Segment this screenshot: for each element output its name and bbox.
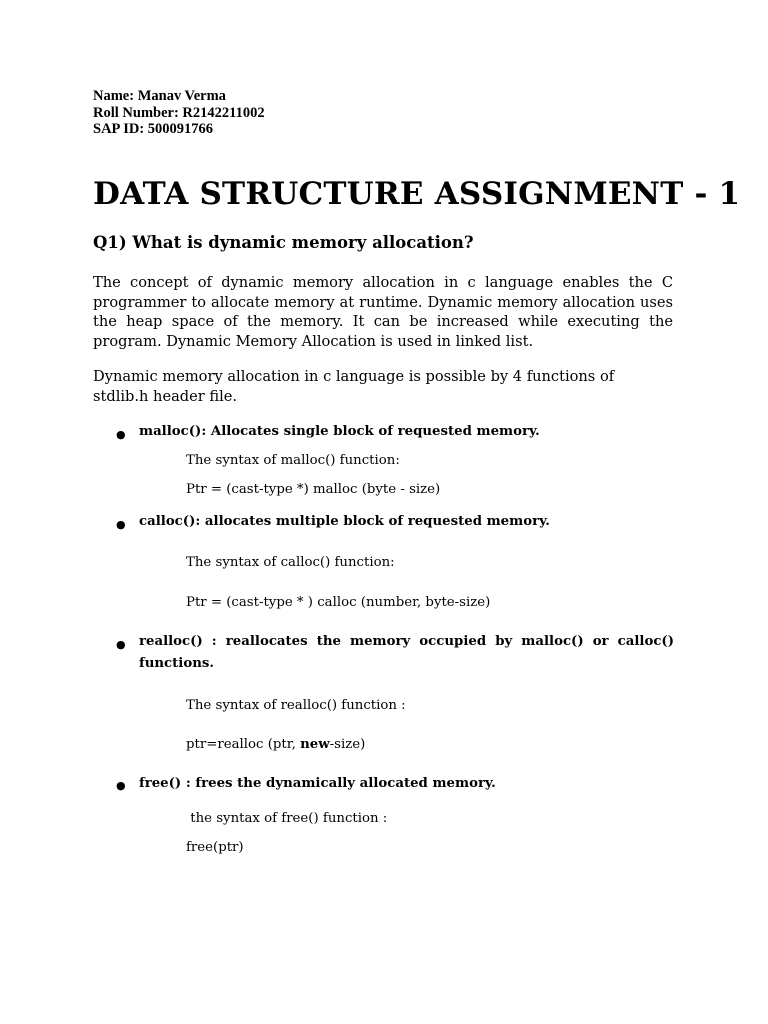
realloc-syntax-label: The syntax of realloc() function : bbox=[186, 698, 406, 713]
roll-number: Roll Number: R2142211002 bbox=[93, 104, 265, 121]
realloc-syntax-part: ptr=realloc (ptr, bbox=[186, 737, 301, 752]
bullet-icon: ● bbox=[116, 638, 126, 651]
realloc-syntax bbox=[186, 737, 365, 753]
realloc-syntax-new: new bbox=[300, 737, 330, 752]
calloc-syntax: Ptr = (cast-type * ) calloc (number, byte-size) bbox=[186, 595, 491, 610]
intro-paragraph: The concept of dynamic memory allocation in c language enables the C programmer to allocate memory at runtime. Dynamic memory allocation uses the heap space of the memory. It can be increased while executing the program. Dynamic Memory Allocation is used in linked list. bbox=[93, 274, 673, 350]
question-heading: Q1) What is dynamic memory allocation? bbox=[93, 233, 474, 252]
free-syntax: free(ptr) bbox=[186, 840, 244, 855]
free-heading: free() : frees the dynamically allocated memory. bbox=[139, 776, 496, 791]
student-info bbox=[93, 88, 265, 138]
free-syntax-label: the syntax of free() function : bbox=[186, 811, 388, 826]
bullet-icon: ● bbox=[116, 428, 126, 441]
functions-paragraph: Dynamic memory allocation in c language is possible by 4 functions of stdlib.h header file. bbox=[93, 368, 615, 405]
bullet-icon: ● bbox=[116, 518, 126, 531]
realloc-syntax-part: -size) bbox=[329, 737, 366, 752]
assignment-title: DATA STRUCTURE ASSIGNMENT - 1 bbox=[93, 176, 741, 212]
calloc-syntax-label: The syntax of calloc() function: bbox=[186, 555, 395, 570]
malloc-syntax: Ptr = (cast-type *) malloc (byte - size) bbox=[186, 482, 441, 497]
sap-id: SAP ID: 500091766 bbox=[93, 121, 214, 137]
calloc-heading: calloc(): allocates multiple block of requested memory. bbox=[139, 514, 550, 529]
realloc-heading: realloc() : reallocates the memory occupied by malloc() or calloc() functions. bbox=[139, 634, 674, 671]
malloc-syntax-label: The syntax of malloc() function: bbox=[186, 453, 400, 468]
malloc-heading: malloc(): Allocates single block of requested memory. bbox=[139, 424, 540, 439]
bullet-icon: ● bbox=[116, 779, 126, 792]
student-name: Name: Manav Verma bbox=[93, 88, 226, 104]
